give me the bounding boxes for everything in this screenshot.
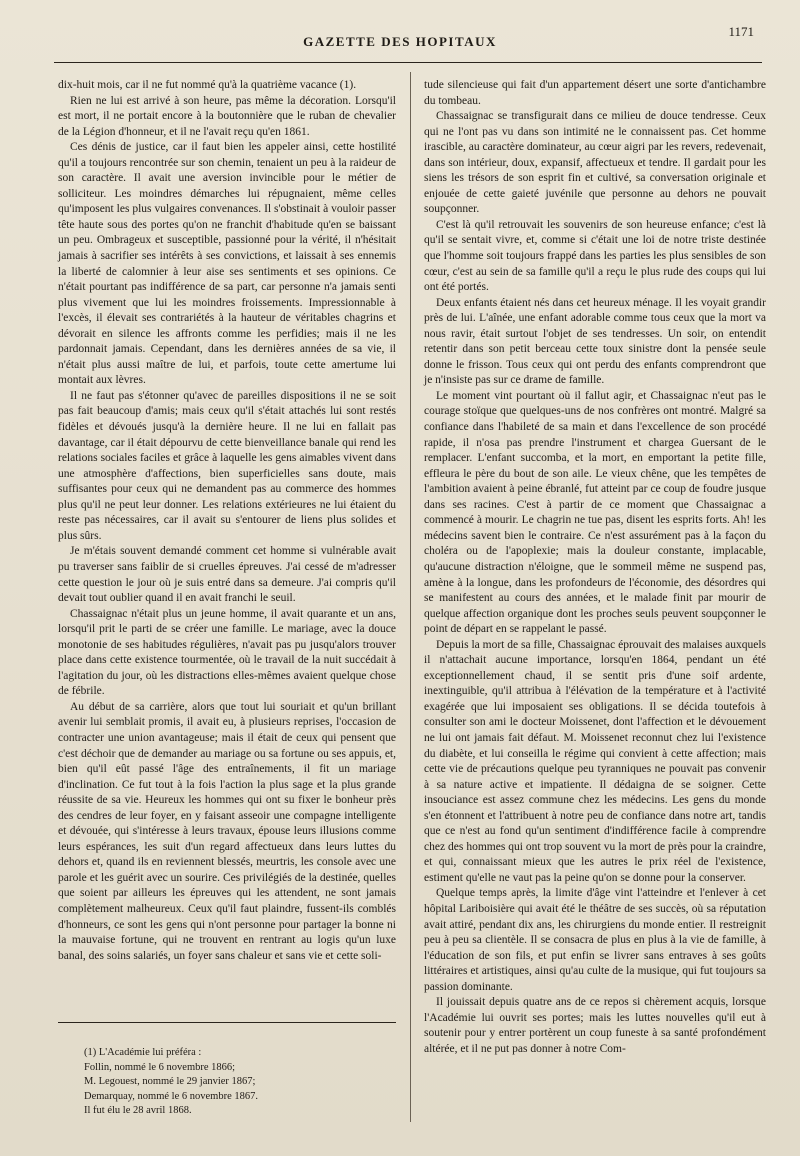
paragraph: Il jouissait depuis quatre ans de ce repos si chèrement acquis, lorsque l'Académie lui ouvrit ses portes; mais les luttes nouvelles qu'il eut à soutenir pour y entrer portèrent un coup funeste à sa santé profondément altérée, et il ne put pas donner à notre Com- xyxy=(424,996,766,1055)
left-column xyxy=(58,78,396,964)
paragraph: Au début de sa carrière, alors que tout lui souriait et qu'un brillant avenir lui semblait promis, il avait eu, à plusieurs reprises, l'occasion de contracter une union avantageuse; mais il était de ceux qui pensent que c'est déchoir que de demander au mariage ou sa fortune ou ses appuis, et, bien qu'il eût passé l'âge des entraînements, il fit un mariage d'inclination. Ce fut tout à la fois l'action la plus sage et la plus grande réussite de sa vie. Heureux les hommes qui ont su fixer le bonheur près des cendres de leur foyer, en y faisant asseoir une compagne intelligente et dévouée, qui s'intéresse à leurs travaux, épouse leurs illusions comme leurs espérances, les suit d'un regard affectueux dans leurs luttes du dehors et, quand ils en reviennent blessés, meurtris, les console avec une parole et les guérit avec un sourire. Ces privilégiés de la destinée, quelles que soient par ailleurs les épreuves qui les attendent, ne sont jamais complètement malheureux. Ceux qu'il faut plaindre, fussent-ils comblés d'honneurs, ce sont les gens qui n'ont personne pour partager la bonne ni la mauvaise fortune, qui ne trouvent en rentrant au logis qu'un luxe banal, des soins salariés, un foyer sans chaleur et sans vie et cette soli- xyxy=(58,700,396,962)
column-divider xyxy=(410,72,411,1122)
paragraph: Rien ne lui est arrivé à son heure, pas même la décoration. Lorsqu'il est mort, il ne portait encore à la boutonnière que le ruban de chevalier de la Légion d'honneur, et il ne l'avait reçu qu'en 1861. xyxy=(58,94,396,138)
paragraph: Deux enfants étaient nés dans cet heureux ménage. Il les voyait grandir près de lui. L'aînée, une enfant adorable comme tous ceux que la mort va nous ravir, était surtout l'objet de ses tendresses. Un soir, on entendit retentir dans son petit berceau cette toux sinistre dont la pensée seule donne le frisson. Tous ceux qui ont perdu des enfants comprendront que je n'insiste pas sur ce drame de famille. xyxy=(424,296,766,387)
paragraph: Chassaignac n'était plus un jeune homme, il avait quarante et un ans, lorsqu'il prit le parti de se créer une famille. Le mariage, avec la douce monotonie de ses habitudes régulières, n'avait pas pu jusqu'alors trouver place dans cette existence tourmentée, où le travail de la nuit succédait à l'agitation du jour, où les distractions elles-mêmes avaient quelque chose de fébrile. xyxy=(58,607,396,698)
right-column xyxy=(424,78,766,1057)
paragraph: dix-huit mois, car il ne fut nommé qu'à la quatrième vacance (1). xyxy=(58,79,357,91)
page-number: 1171 xyxy=(728,24,754,39)
header-rule xyxy=(54,62,762,63)
paragraph: tude silencieuse qui fait d'un appartement désert une sorte d'antichambre du tombeau. xyxy=(424,79,766,107)
footnote-line: Demarquay, nommé le 6 novembre 1867. xyxy=(84,1090,258,1102)
paragraph: Je m'étais souvent demandé comment cet homme si vulnérable avait pu traverser sans faiblir de si cruelles épreuves. J'ai cessé de m'adresser cette question le jour où je suis entré dans sa demeure. J'ai compris qu'il devait tout oublier quand il en avait franchi le seuil. xyxy=(58,545,396,605)
footnote-line: Il fut élu le 28 avril 1868. xyxy=(84,1105,192,1116)
paragraph: Il ne faut pas s'étonner qu'avec de pareilles dispositions il ne se soit pas fait beaucoup d'amis; mais ceux qu'il s'était attachés lui sont restés fidèles et dévoués jusqu'à la dernière heure. Il ne lui en fallait pas davantage, car il était dépourvu de cette bienveillance banale qui rend les relations sociales faciles et grâce à laquelle les gens aimables vivent dans une atmosphère d'affections, bien superficielles sans doute, mais suffisantes pour ceux qui ne demandent pas au commerce des hommes plus qu'il ne peut leur donner. Les relations extérieures ne lui étaient du reste pas nécessaires, car il avait su s'entourer de liens plus solides et plus sûrs. xyxy=(58,389,396,542)
paragraph: Quelque temps après, la limite d'âge vint l'atteindre et l'enlever à cet hôpital Lariboisière qui avait été le théâtre de ses succès, où sa réputation avait attiré, pendant dix ans, les chirurgiens du monde entier. Il restreignit peu à peu sa clientèle. Il se consacra de plus en plus à la vie de famille, à l'éducation de son fils, et put enfin se livrer sans entraves à ses goûts littéraires et artistiques, ainsi qu'au culte de la musique, qui fut toujours sa passion dominante. xyxy=(424,887,766,993)
footnote-line: M. Legouest, nommé le 29 janvier 1867; xyxy=(84,1076,256,1087)
paragraph: Chassaignac se transfigurait dans ce milieu de douce tendresse. Ceux qui ne l'ont pas vu dans son intimité ne le connaissent pas. Cet homme irascible, au caractère dominateur, au cœur aigri par les revers, redevenait, dans son intérieur, doux, expansif, affectueux et tendre. Il gardait pour les siens les trésors de son esprit fin et cultivé, sa conversation originale et enjouée de cette gaieté juvénile que personne au dehors ne pouvait soupçonner. xyxy=(424,110,766,216)
footnotes xyxy=(84,1046,396,1119)
footnote-line: Follin, nommé le 6 novembre 1866; xyxy=(84,1061,236,1073)
paragraph: Le moment vint pourtant où il fallut agir, et Chassaignac n'eut pas le courage stoïque que quelques-uns de nos confrères ont montré. Malgré sa confiance dans l'habileté de sa main et dans l'excellence de son procédé rapide, il n'osa pas prendre l'instrument et chargea Guersant de le remplacer. L'enfant succomba, et la mort, en emportant la petite fille, effleura le père du bout de son aile. Le vieux chêne, que les tempêtes de l'ambition avaient à peine ébranlé, fut atteint par ce coup de foudre jusque dans ses racines. C'est à partir de ce moment que Chassaignac a commencé à mourir. Le chagrin ne tue pas, disent les esprits forts. Ah! les médecins savent bien le contraire. Ce n'est assurément pas à la façon du choléra ou de l'apoplexie; mais la douleur constante, implacable, qu'aucune distraction n'éloigne, que le sommeil même ne suspend pas, amène à la longue, dans les profondeurs de l'économie, des désordres qui se manifestent au cours des années, et le malade finit par mourir de quelque affection organique dont les proches seuls peuvent soupçonner le point de départ en se rappelant le passé. xyxy=(424,389,766,636)
paragraph: Depuis la mort de sa fille, Chassaignac éprouvait des malaises auxquels il n'attachait aucune importance, lorsqu'en 1864, pendant un été exceptionnellement chaud, il se sentit pris d'une soif ardente, inextinguible, qu'il attribua à l'élévation de la température et à l'activité exagérée que lui imposaient ses obligations. Il se décida toutefois à consulter son ami le docteur Moissenet, dont l'affection et le dévouement ne lui ont jamais fait défaut. M. Moissenet reconnut chez lui l'existence du diabète, et lui conseilla le régime qui convient à cette affection; mais cette vie de précautions quelque peu tyranniques ne pouvait pas convenir à sa nature active et impatiente. Il dédaigna de se soigner. Cette insouciance est assez commune chez les médecins. Les gens du monde s'en étonnent et l'attribuent à notre peu de confiance dans notre art, tandis que ce n'est au fond qu'un sentiment d'indifférence facile à comprendre chez des hommes qui ont trop souvent vu la mort de près pour la craindre, et qui, connaissant mieux que les autres le prix réel de l'existence, estiment qu'elle ne vaut pas la peine qu'on se donne pour la conserver. xyxy=(424,638,766,884)
paragraph: Ces dénis de justice, car il faut bien les appeler ainsi, cette hostilité qu'il a toujours rencontrée sur son chemin, tenaient un peu à la raideur de son caractère. Il avait une aversion invincible pour le métier de solliciteur. Les moindres démarches lui répugnaient, même celles qu'imposent les plus vulgaires convenances. Il s'obstinait à vouloir passer tête haute sous des portes qu'on ne franchit d'habitude qu'en se baissant un peu. Ombrageux et susceptible, passionné pour la vérité, il n'hésitait jamais à sacrifier ses intérêts à ses convictions, et laissait à ses ennemis la liberté de calomnier à leur aise ses sentiments et ses opinions. Ce n'était pourtant pas indifférence de sa part, car personne n'a jamais senti plus vivement que lui les moindres froissements. Impressionnable à l'excès, il élevait ses contrariétés à la hauteur de véritables chagrins et dévorait en silence les affronts comme les perfidies; mais il ne les pardonnait jamais. Cependant, dans les dernières années de sa vie, il n'était plus aussi maître de lui, et parfois, toute cette amertume lui montait aux lèvres. xyxy=(58,141,396,387)
paragraph: C'est là qu'il retrouvait les souvenirs de son heureuse enfance; c'est là qu'il se sentait vivre, et, comme si c'était une loi de notre triste destinée que l'homme soit toujours frappé dans les parties les plus sensibles de son cœur, c'est au sein de sa famille qu'il a reçu le plus rude des coups qui lui ont été portés. xyxy=(424,218,766,294)
footnote-line: (1) L'Académie lui préféra : xyxy=(84,1047,202,1058)
footnote-rule xyxy=(58,1022,396,1023)
journal-title: GAZETTE DES HOPITAUX xyxy=(303,34,497,49)
page-header xyxy=(0,22,800,56)
